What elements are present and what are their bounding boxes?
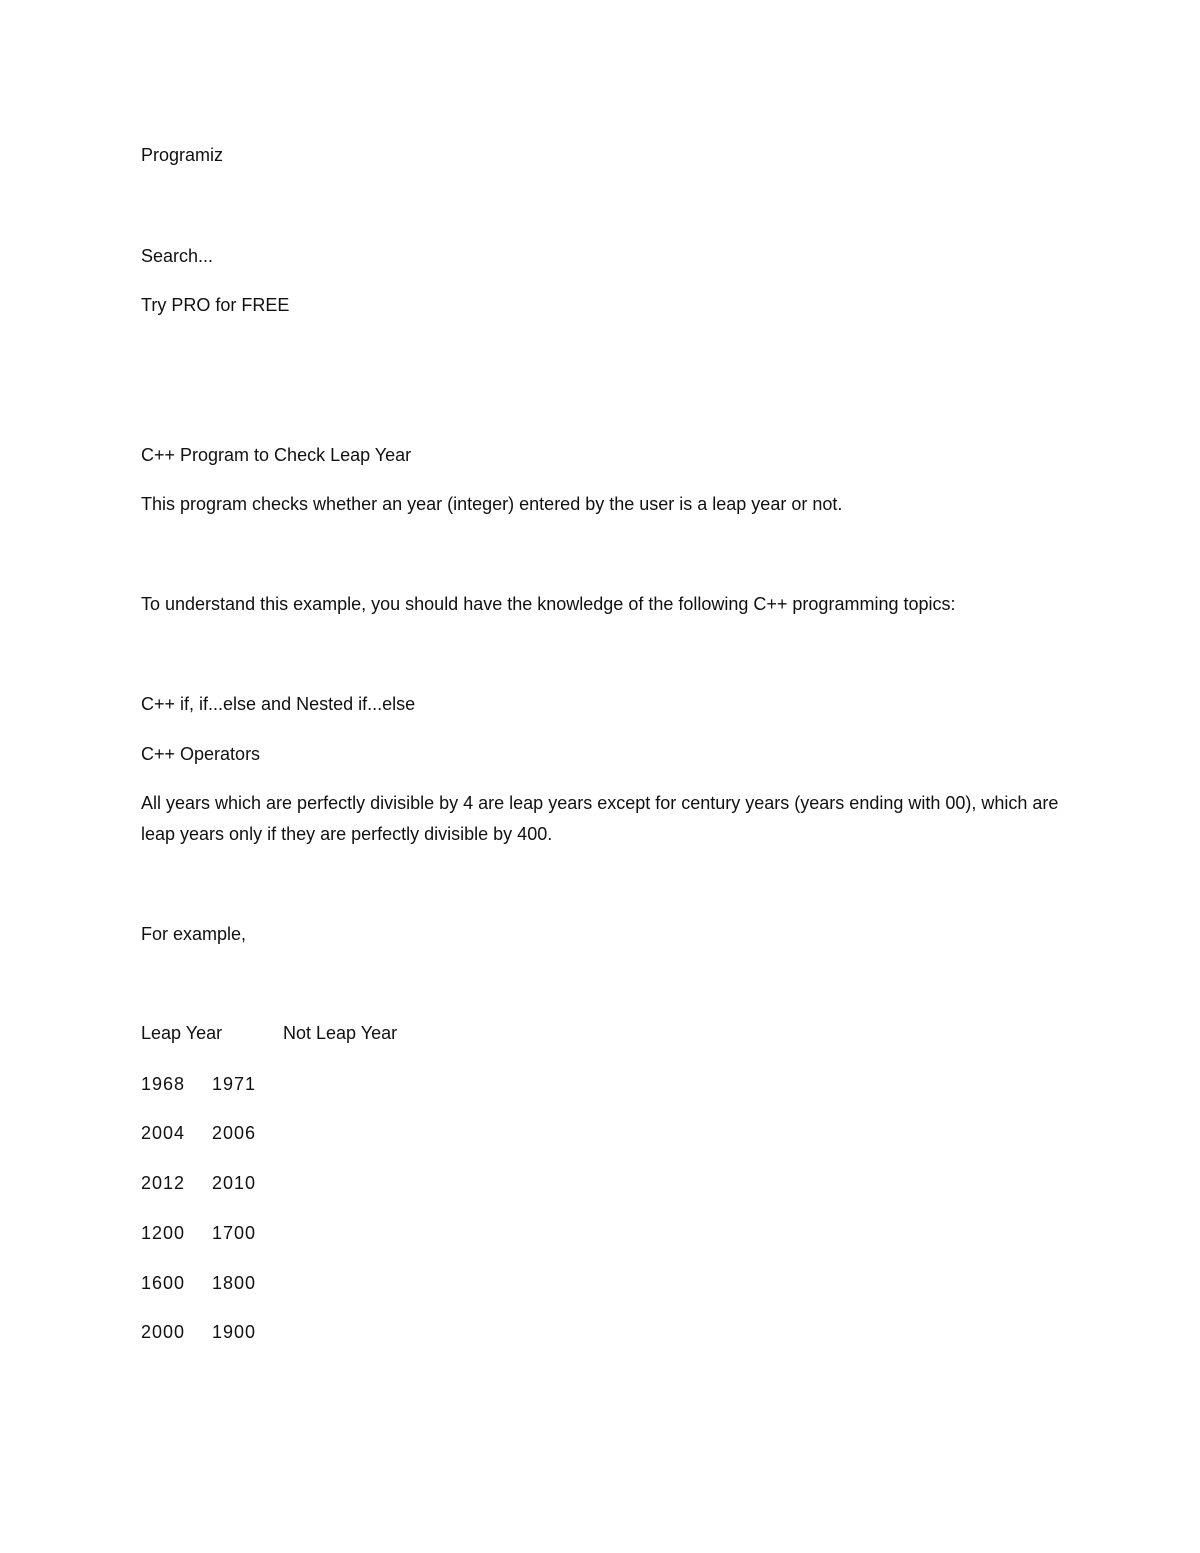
- table-header-leap: Leap Year: [141, 1023, 223, 1043]
- not-leap-year-cell: 2006: [212, 1123, 257, 1143]
- not-leap-year-cell: 1800: [212, 1273, 257, 1293]
- search-input[interactable]: Search...: [141, 246, 214, 266]
- try-pro-link[interactable]: Try PRO for FREE: [141, 295, 290, 315]
- leap-year-cell: 1600: [141, 1273, 186, 1293]
- not-leap-year-cell: 1971: [212, 1074, 257, 1094]
- topic-link-if-else[interactable]: C++ if, if...else and Nested if...else: [141, 694, 416, 714]
- leap-year-cell: 2012: [141, 1173, 186, 1193]
- leap-year-cell: 1968: [141, 1074, 186, 1094]
- not-leap-year-cell: 2010: [212, 1173, 257, 1193]
- leap-year-cell: 2004: [141, 1123, 186, 1143]
- prereq-paragraph: To understand this example, you should have the knowledge of the following C++ programming topics:: [141, 594, 956, 614]
- page-title: C++ Program to Check Leap Year: [141, 445, 412, 465]
- site-brand[interactable]: Programiz: [141, 145, 224, 165]
- leap-year-cell: 1200: [141, 1223, 186, 1243]
- leap-rule-paragraph: All years which are perfectly divisible by 4 are leap years except for century years (years ending with 00), which are leap years only if they are perfectly divisible by 400.: [141, 793, 1059, 844]
- intro-paragraph: This program checks whether an year (integer) entered by the user is a leap year or not.: [141, 494, 843, 514]
- topic-link-operators[interactable]: C++ Operators: [141, 744, 261, 764]
- leap-year-cell: 2000: [141, 1322, 186, 1342]
- table-header-not-leap: Not Leap Year: [283, 1023, 398, 1043]
- example-label: For example,: [141, 924, 247, 944]
- not-leap-year-cell: 1700: [212, 1223, 257, 1243]
- not-leap-year-cell: 1900: [212, 1322, 257, 1342]
